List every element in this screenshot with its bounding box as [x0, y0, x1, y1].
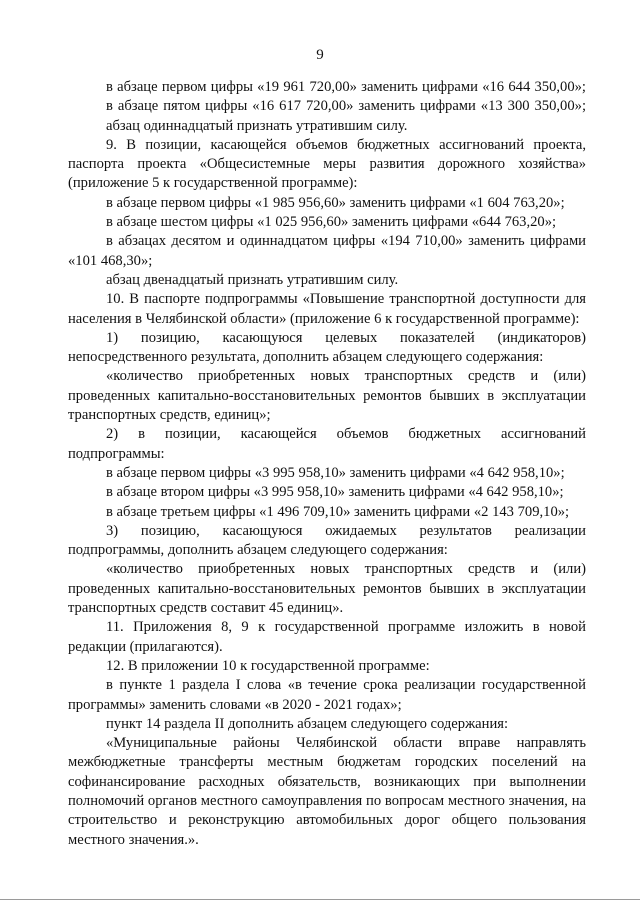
paragraph: в абзаце шестом цифры «1 025 956,60» заменить цифрами «644 763,20»; [106, 214, 557, 231]
paragraph: пункт 14 раздела II дополнить абзацем следующего содержания: [106, 715, 509, 732]
document-body [68, 78, 586, 850]
paragraph: в пункте 1 раздела I слова «в течение срока реализации государственной программы» заменить словами «в 2020 - 2021 годах»; [68, 677, 586, 713]
paragraph: «количество приобретенных новых транспортных средств и (или) проведенных капитально-восстановительных ремонтов бывших в эксплуатации транспортных средств, единиц»; [68, 368, 586, 424]
paragraph: 12. В приложении 10 к государственной программе: [106, 657, 430, 674]
paragraph: «количество приобретенных новых транспортных средств и (или) проведенных капитально-восстановительных ремонтов бывших в эксплуатации транспортных средств составит 45 единиц». [68, 561, 586, 617]
paragraph: в абзаце втором цифры «3 995 958,10» заменить цифрами «4 642 958,10»; [106, 484, 564, 501]
paragraph: 3) позицию, касающуюся ожидаемых результатов реализации подпрограммы, дополнить абзацем следующего содержания: [68, 522, 586, 559]
page-number: 9 [316, 47, 324, 63]
paragraph: «Муниципальные районы Челябинской области вправе направлять межбюджетные трансферты местным бюджетам городских поселений на софинансирование расходных обязательств, возникающих при выполнении полномочий органов местного самоуправления по вопросам местного значения, на строительство и реконструкцию автомобильных дорог общего пользования местного значения.». [68, 735, 586, 848]
page-bottom-edge [0, 899, 640, 900]
paragraph: 10. В паспорте подпрограммы «Повышение транспортной доступности для населения в Челябинской области» (приложение 6 к государственной программе): [68, 291, 586, 327]
paragraph: в абзаце первом цифры «3 995 958,10» заменить цифрами «4 642 958,10»; [106, 464, 565, 481]
paragraph: 11. Приложения 8, 9 к государственной программе изложить в новой редакции (прилагаются). [68, 619, 586, 655]
paragraph: 1) позицию, касающуюся целевых показателей (индикаторов) непосредственного результата, дополнить абзацем следующего содержания: [68, 329, 586, 366]
paragraph: 2) в позиции, касающейся объемов бюджетных ассигнований подпрограммы: [68, 426, 586, 462]
paragraph: в абзаце первом цифры «19 961 720,00» заменить цифрами «16 644 350,00»; [106, 79, 586, 95]
paragraph: абзац одиннадцатый признать утратившим силу. [106, 117, 408, 134]
paragraph: в абзаце первом цифры «1 985 956,60» заменить цифрами «1 604 763,20»; [106, 194, 565, 211]
paragraph: в абзацах десятом и одиннадцатом цифры «194 710,00» заменить цифрами «101 468,30»; [68, 233, 586, 269]
paragraph: в абзаце третьем цифры «1 496 709,10» заменить цифрами «2 143 709,10»; [106, 503, 570, 520]
paragraph: абзац двенадцатый признать утратившим силу. [106, 271, 399, 288]
paragraph: 9. В позиции, касающейся объемов бюджетных ассигнований проекта, паспорта проекта «Общесистемные меры развития дорожного хозяйства» (приложение 5 к государственной программе): [68, 136, 586, 192]
paragraph: в абзаце пятом цифры «16 617 720,00» заменить цифрами «13 300 350,00»; [106, 98, 586, 115]
